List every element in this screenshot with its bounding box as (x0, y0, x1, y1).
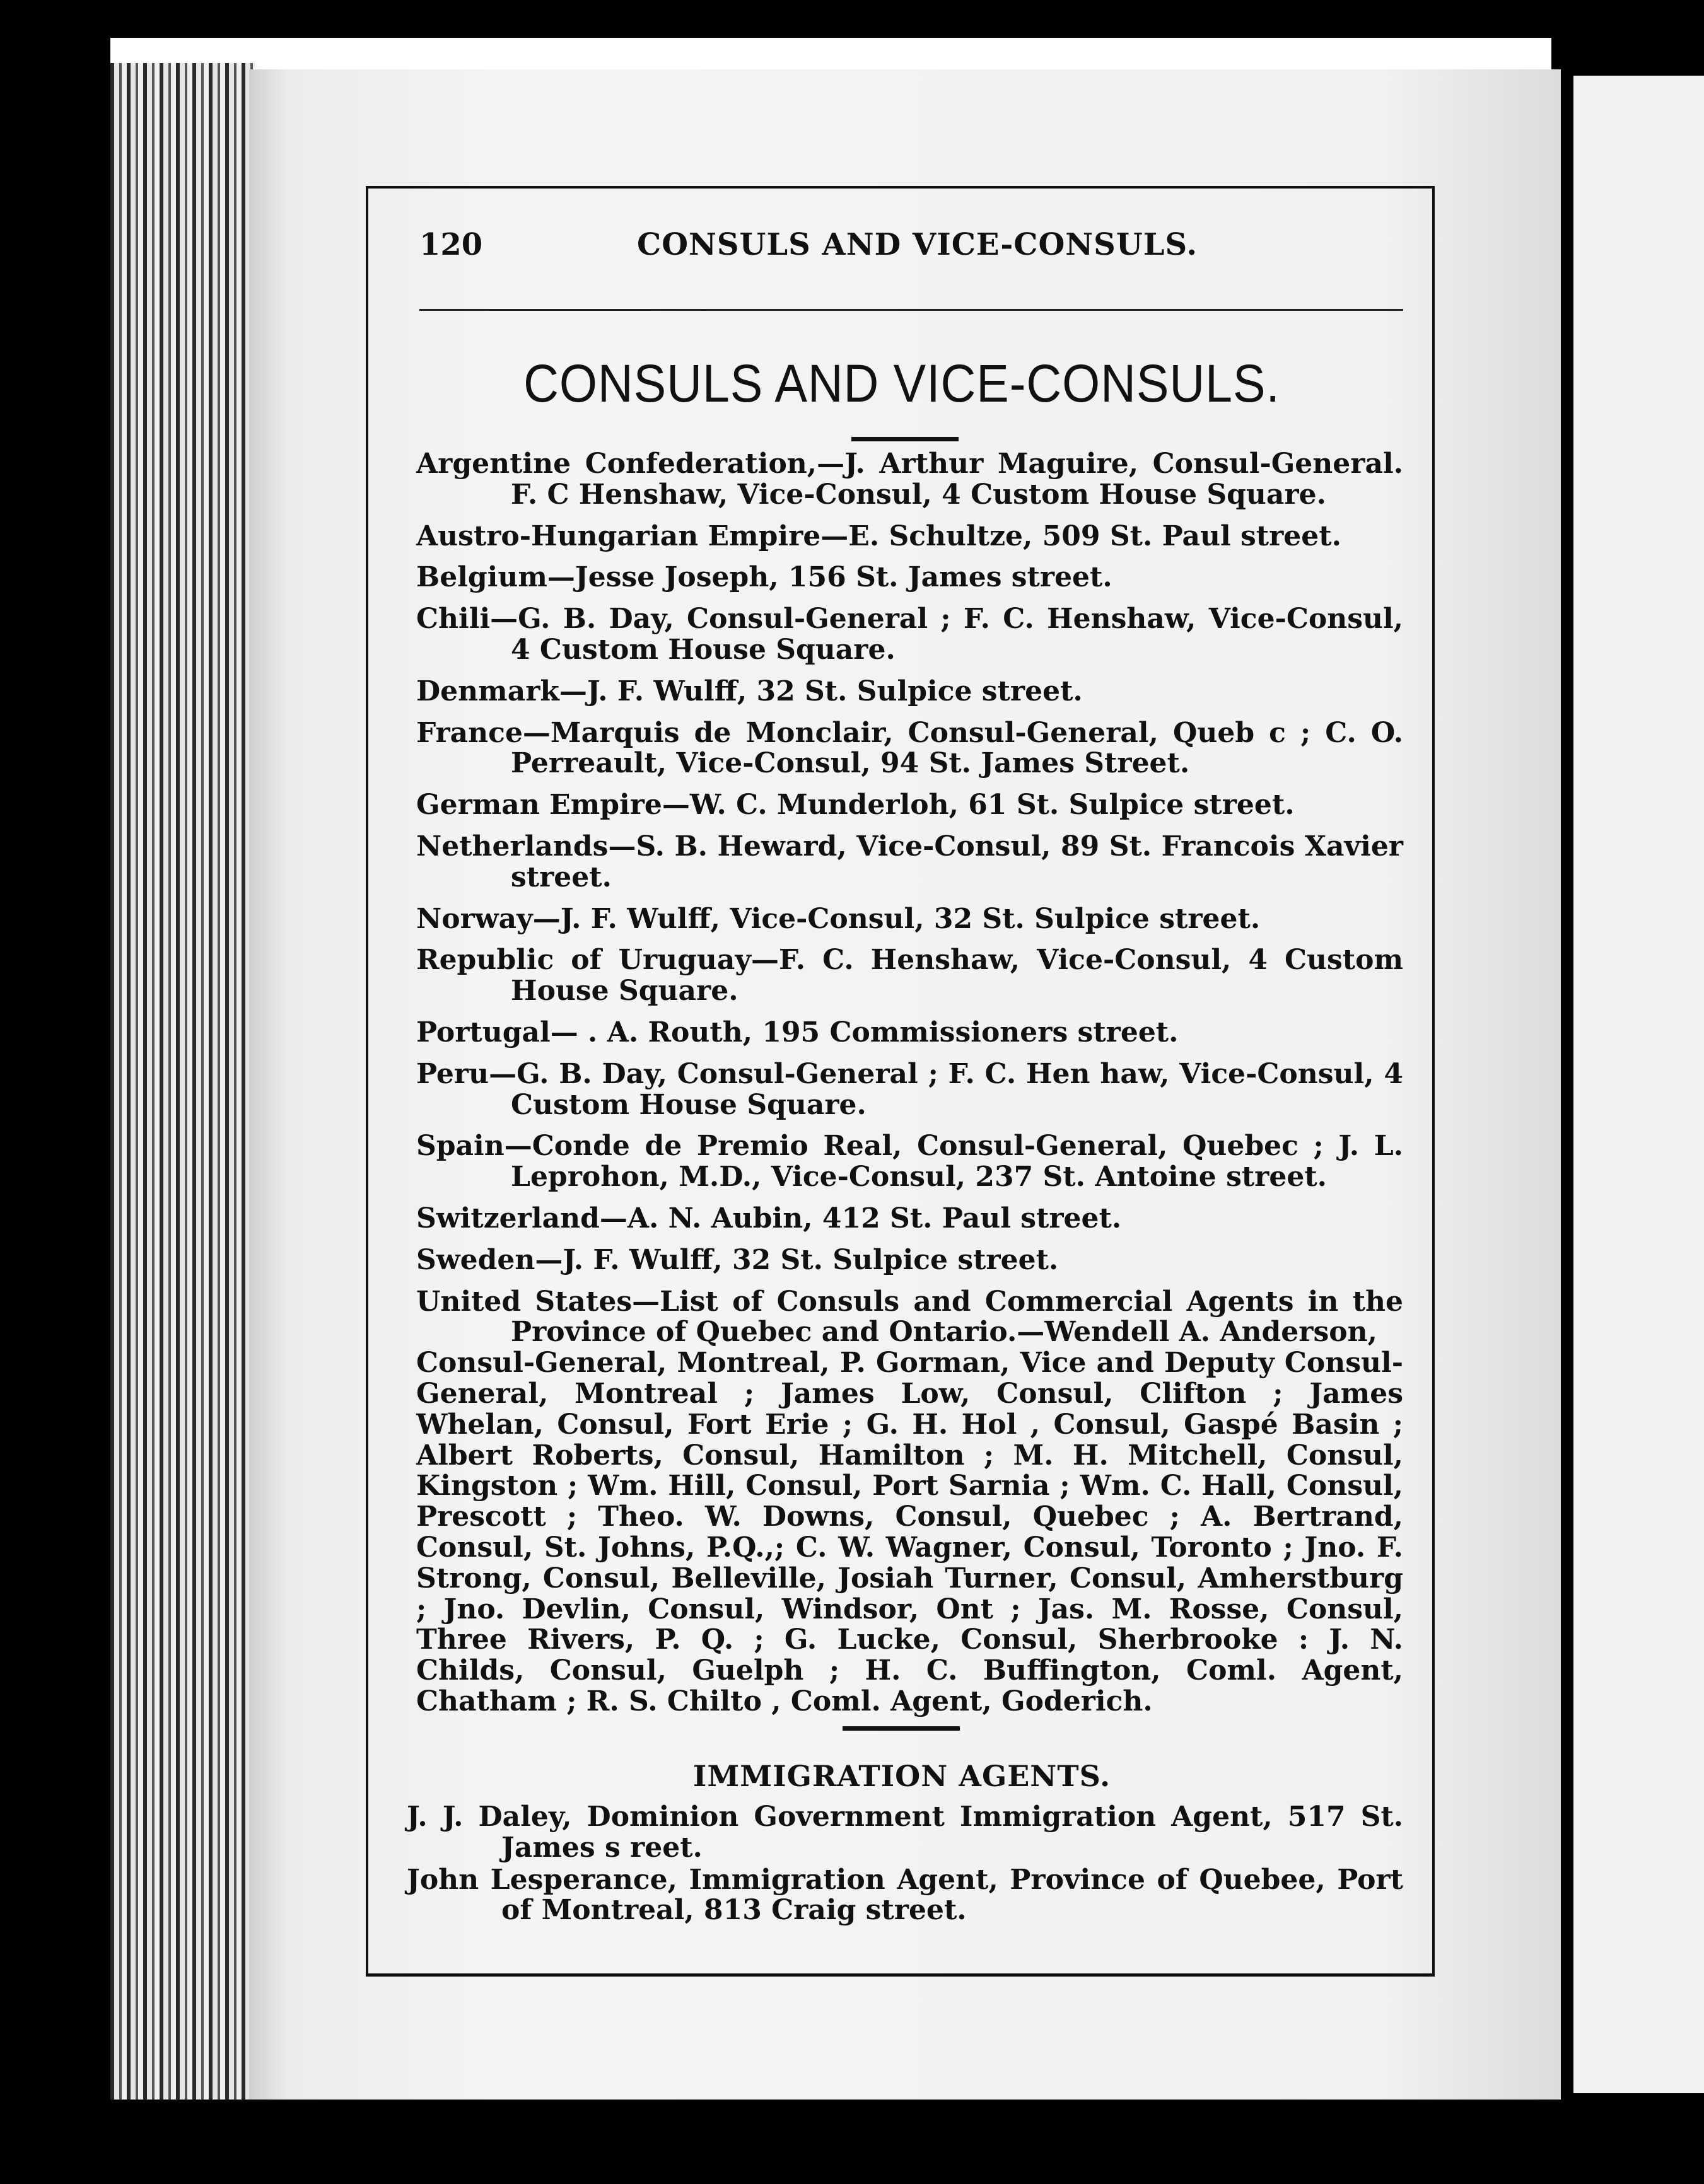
list-item: Sweden—J. F. Wulff, 32 St. Sulpice street. (416, 1243, 1059, 1276)
list-item: Switzerland—A. N. Aubin, 412 St. Paul street. (416, 1202, 1122, 1234)
running-head (419, 227, 1403, 271)
list-item: Netherlands—S. B. Heward, Vice-Consul, 89 St. Francois Xavier street. (416, 830, 1403, 893)
united-states-entry (416, 1287, 1403, 1717)
header-rule (419, 309, 1403, 311)
scan-border-top (0, 0, 1704, 38)
list-item: Republic of Uruguay—F. C. Henshaw, Vice-Consul, 4 Custom House Square. (416, 944, 1403, 1008)
list-item: France—Marquis de Monclair, Consul-General, Queb c ; C. O. Perreault, Vice-Consul, 94 St. James Street. (416, 716, 1403, 780)
list-item: Austro-Hungarian Empire—E. Schultze, 509 St. Paul street. (416, 520, 1341, 552)
list-item: Denmark—J. F. Wulff, 32 St. Sulpice street. (416, 675, 1083, 707)
immigration-heading: IMMIGRATION AGENTS. (692, 1759, 1111, 1793)
facing-page-edge (1573, 76, 1704, 2093)
list-item: Chili—G. B. Day, Consul-General ; F. C. Henshaw, Vice-Consul, 4 Custom House Square. (416, 603, 1403, 666)
list-item: Spain—Conde de Premio Real, Consul-General, Quebec ; J. L. Leprohon, M.D., Vice-Consul, 237 St. Antoine street. (416, 1130, 1403, 1194)
list-item: Argentine Confederation,—J. Arthur Maguire, Consul-General. F. C Henshaw, Vice-Consul, 4 Custom House Square. (416, 448, 1403, 511)
united-states-consuls: Consul-General, Montreal, P. Gorman, Vice and Deputy Consul-General, Montreal ; James Low, Consul, Clifton ; James Whelan, Consul, Fort Erie ; G. H. Hol , Consul, Gaspé Basin ; Albert Roberts, Consul, Hamilton ; M. H. Mitchell, Consul, Kingston ; Wm. Hill, Consul, Port Sarnia ; Wm. C. Hall, Consul, Prescott ; Theo. W. Downs, Consul, Quebec ; A. Bertrand, Consul, St. Johns, P.Q.,; C. W. Wagner, Consul, Toronto ; Jno. F. Strong, Consul, Belleville, Josiah Turner, Consul, Amherstburg ; Jno. Devlin, Consul, Windsor, Ont ; Jas. M. Rosse, Consul, Three Rivers, P. Q. ; G. Lucke, Consul, Sherbrooke : J. N. Childs, Consul, Guelph ; H. C. Buffington, Coml. Agent, Chatham ; R. S. Chilto , Coml. Agent, Goderich. (416, 1347, 1403, 1717)
list-item: John Lesperance, Immigration Agent, Province of Quebee, Port of Montreal, 813 Craig street. (407, 1863, 1403, 1927)
consul-list (416, 449, 1403, 1728)
scan-border-left (0, 0, 110, 2184)
immigration-list (407, 1802, 1403, 1927)
section-rule (843, 1726, 960, 1731)
list-item: Norway—J. F. Wulff, Vice-Consul, 32 St. Sulpice street. (416, 902, 1261, 935)
title-rule (851, 437, 959, 441)
running-head-title: CONSULS AND VICE-CONSULS. (637, 227, 1198, 262)
united-states-lead: United States—List of Consuls and Commercial Agents in the Province of Quebec and Ontario.—Wendell A. Anderson, (416, 1285, 1403, 1349)
list-item: German Empire—W. C. Munderloh, 61 St. Sulpice street. (416, 789, 1295, 822)
list-item: Peru—G. B. Day, Consul-General ; F. C. Hen haw, Vice-Consul, 4 Custom House Square. (416, 1057, 1403, 1121)
book-page-edges (110, 63, 255, 2100)
list-item: Portugal— . A. Routh, 195 Commissioners street. (416, 1016, 1179, 1048)
page-title: CONSULS AND VICE-CONSULS. (523, 354, 1280, 413)
list-item: J. J. Daley, Dominion Government Immigration Agent, 517 St. James s reet. (407, 1801, 1403, 1864)
scan-border-bottom (0, 2093, 1704, 2184)
list-item: Belgium—Jesse Joseph, 156 St. James street. (416, 561, 1112, 594)
page-number: 120 (419, 227, 483, 262)
